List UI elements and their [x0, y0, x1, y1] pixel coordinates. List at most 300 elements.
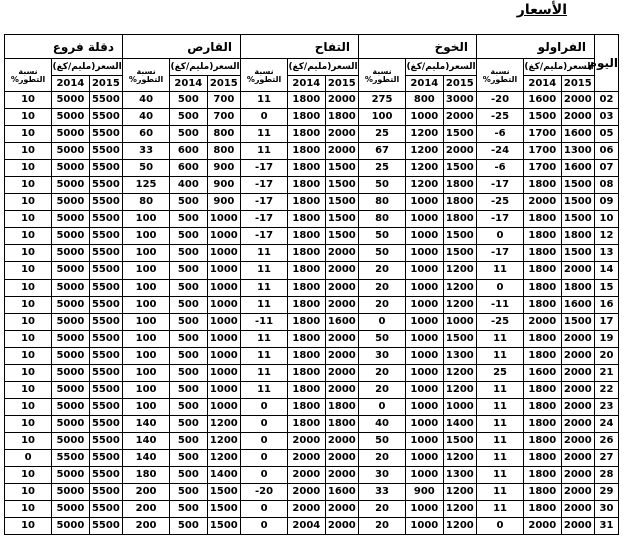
day-cell: 28	[595, 467, 619, 484]
percent-cell: 140	[123, 432, 170, 449]
price-2015-cell: 5500	[89, 501, 122, 518]
price-2015-cell: 1400	[207, 467, 240, 484]
price-header: السعر(مليم/كغ)	[406, 59, 477, 76]
price-2014-cell: 1700	[524, 126, 562, 143]
price-2014-cell: 1800	[524, 347, 562, 364]
percent-cell: 100	[123, 347, 170, 364]
percent-cell: 20	[359, 279, 406, 296]
price-2015-cell: 1000	[207, 364, 240, 381]
price-2015-cell: 2000	[325, 467, 358, 484]
table-header	[5, 35, 619, 92]
price-2015-cell: 5500	[89, 109, 122, 126]
percent-cell: 10	[5, 467, 52, 484]
day-cell: 16	[595, 296, 619, 313]
price-2014-cell: 1800	[288, 364, 326, 381]
price-2014-cell: 900	[406, 484, 444, 501]
price-2015-cell: 1200	[443, 449, 476, 466]
table-row	[5, 313, 619, 330]
price-2015-cell: 1500	[443, 228, 476, 245]
percent-cell: 17-	[477, 211, 524, 228]
price-2014-cell: 600	[170, 143, 208, 160]
price-2014-cell: 500	[170, 245, 208, 262]
product-header: الخوخ	[359, 35, 477, 59]
percent-cell: 11	[477, 484, 524, 501]
price-2015-cell: 2000	[561, 415, 594, 432]
percent-cell: 10	[5, 262, 52, 279]
percent-cell: 10	[5, 313, 52, 330]
price-2014-cell: 1000	[406, 262, 444, 279]
price-2014-cell: 1000	[406, 501, 444, 518]
percent-cell: 25-	[477, 109, 524, 126]
price-2014-cell: 1800	[524, 432, 562, 449]
price-2015-cell: 1500	[443, 330, 476, 347]
price-2015-cell: 1200	[443, 484, 476, 501]
price-2014-cell: 500	[170, 313, 208, 330]
price-2015-cell: 1600	[561, 160, 594, 177]
price-2014-cell: 5000	[52, 415, 90, 432]
percent-cell: 25-	[477, 194, 524, 211]
price-2015-cell: 5500	[89, 330, 122, 347]
percent-cell: 17-	[241, 194, 288, 211]
price-2014-cell: 1000	[406, 381, 444, 398]
percent-cell: 200	[123, 518, 170, 535]
price-2015-cell: 2000	[325, 364, 358, 381]
percent-cell: 10	[5, 228, 52, 245]
table-body	[5, 92, 619, 535]
price-2015-cell: 1000	[207, 347, 240, 364]
price-2015-cell: 5500	[89, 296, 122, 313]
table-row	[5, 245, 619, 262]
price-2014-cell: 1800	[524, 415, 562, 432]
percent-cell: 30	[359, 467, 406, 484]
price-2015-cell: 2000	[325, 432, 358, 449]
price-2014-cell: 1800	[524, 228, 562, 245]
price-2015-cell: 1200	[443, 296, 476, 313]
price-2015-cell: 1200	[207, 415, 240, 432]
price-2014-cell: 1000	[406, 109, 444, 126]
price-2015-cell: 5500	[89, 126, 122, 143]
year-2014-header: 2014	[52, 76, 90, 92]
day-cell: 03	[595, 109, 619, 126]
price-2014-cell: 5000	[52, 398, 90, 415]
year-2014-header: 2014	[406, 76, 444, 92]
price-2015-cell: 1800	[443, 194, 476, 211]
percent-cell: 6-	[477, 160, 524, 177]
percent-cell: 17-	[477, 245, 524, 262]
price-2015-cell: 1800	[443, 211, 476, 228]
percent-cell: 40	[123, 92, 170, 109]
percent-cell: 40	[123, 109, 170, 126]
price-2014-cell: 1800	[524, 484, 562, 501]
price-2014-cell: 1800	[288, 398, 326, 415]
table-row	[5, 449, 619, 466]
percent-cell: 0	[359, 313, 406, 330]
percent-cell: 11-	[477, 296, 524, 313]
price-2015-cell: 1200	[443, 501, 476, 518]
price-2014-cell: 1800	[524, 449, 562, 466]
percent-cell: 11	[477, 467, 524, 484]
percent-cell: 100	[123, 381, 170, 398]
percent-header-line1: نسبة	[5, 59, 52, 76]
price-2014-cell: 1800	[288, 143, 326, 160]
percent-cell: 11	[241, 143, 288, 160]
price-2015-cell: 2000	[325, 126, 358, 143]
price-2014-cell: 5000	[52, 364, 90, 381]
percent-cell: 17-	[241, 228, 288, 245]
percent-cell: 0	[477, 518, 524, 535]
price-2014-cell: 1800	[288, 194, 326, 211]
price-2015-cell: 1400	[443, 415, 476, 432]
percent-cell: 10	[5, 211, 52, 228]
percent-cell: 80	[359, 194, 406, 211]
table-row	[5, 347, 619, 364]
percent-header-line2: التطور%	[241, 76, 288, 92]
price-2014-cell: 500	[170, 449, 208, 466]
percent-cell: 10	[5, 518, 52, 535]
price-2014-cell: 1000	[406, 398, 444, 415]
table-row	[5, 160, 619, 177]
percent-header-line2: التطور%	[5, 76, 52, 92]
table-row	[5, 211, 619, 228]
price-2015-cell: 5500	[89, 279, 122, 296]
percent-cell: 10	[5, 126, 52, 143]
price-2015-cell: 5500	[89, 398, 122, 415]
price-2015-cell: 3000	[443, 92, 476, 109]
price-2015-cell: 5500	[89, 194, 122, 211]
percent-cell: 17-	[241, 160, 288, 177]
price-2015-cell: 5500	[89, 518, 122, 535]
price-2015-cell: 1200	[443, 364, 476, 381]
price-header: السعر(مليم/كغ)	[288, 59, 359, 76]
percent-cell: 10	[5, 92, 52, 109]
price-2015-cell: 2000	[561, 109, 594, 126]
percent-cell: 10	[5, 143, 52, 160]
percent-cell: 50	[123, 160, 170, 177]
year-2014-header: 2014	[524, 76, 562, 92]
percent-cell: 40	[359, 415, 406, 432]
price-2014-cell: 500	[170, 330, 208, 347]
percent-cell: 80	[123, 194, 170, 211]
percent-cell: 100	[123, 364, 170, 381]
percent-cell: 10	[5, 484, 52, 501]
price-2015-cell: 1500	[561, 313, 594, 330]
percent-cell: 11	[477, 262, 524, 279]
price-2015-cell: 900	[207, 194, 240, 211]
price-2014-cell: 1800	[288, 415, 326, 432]
price-2015-cell: 1500	[443, 126, 476, 143]
product-header: القارص	[123, 35, 241, 59]
price-2015-cell: 1500	[325, 228, 358, 245]
percent-cell: 17-	[477, 177, 524, 194]
percent-cell: 140	[123, 415, 170, 432]
price-2015-cell: 1500	[207, 501, 240, 518]
percent-cell: 11	[241, 347, 288, 364]
percent-cell: 0	[5, 449, 52, 466]
percent-cell: 0	[241, 518, 288, 535]
price-2014-cell: 2000	[288, 467, 326, 484]
price-2014-cell: 5500	[52, 449, 90, 466]
price-2015-cell: 1500	[561, 211, 594, 228]
price-2015-cell: 1500	[443, 432, 476, 449]
price-2014-cell: 5000	[52, 143, 90, 160]
price-2015-cell: 1000	[207, 296, 240, 313]
percent-cell: 125	[123, 177, 170, 194]
price-2014-cell: 5000	[52, 518, 90, 535]
price-2015-cell: 2000	[561, 501, 594, 518]
day-cell: 23	[595, 398, 619, 415]
price-2015-cell: 5500	[89, 177, 122, 194]
price-2014-cell: 500	[170, 364, 208, 381]
percent-cell: 25	[359, 160, 406, 177]
price-2014-cell: 1800	[524, 501, 562, 518]
price-2014-cell: 500	[170, 228, 208, 245]
price-2015-cell: 2000	[325, 518, 358, 535]
percent-cell: 10	[5, 296, 52, 313]
price-2014-cell: 1700	[524, 143, 562, 160]
day-cell: 12	[595, 228, 619, 245]
product-header: التفاح	[241, 35, 359, 59]
price-2015-cell: 1800	[561, 279, 594, 296]
price-2015-cell: 2000	[325, 92, 358, 109]
price-2015-cell: 2000	[325, 262, 358, 279]
price-2015-cell: 2000	[561, 381, 594, 398]
price-2014-cell: 1000	[406, 313, 444, 330]
percent-cell: 200	[123, 501, 170, 518]
percent-cell: 100	[123, 211, 170, 228]
percent-cell: 10	[5, 398, 52, 415]
price-2014-cell: 1200	[406, 160, 444, 177]
price-2015-cell: 2000	[325, 501, 358, 518]
day-cell: 27	[595, 449, 619, 466]
price-2014-cell: 500	[170, 109, 208, 126]
table-row	[5, 296, 619, 313]
price-2015-cell: 1800	[561, 228, 594, 245]
price-2015-cell: 5500	[89, 245, 122, 262]
price-2014-cell: 5000	[52, 211, 90, 228]
price-2014-cell: 400	[170, 177, 208, 194]
price-2014-cell: 500	[170, 415, 208, 432]
price-2015-cell: 1600	[325, 484, 358, 501]
price-2014-cell: 5000	[52, 381, 90, 398]
price-2015-cell: 1000	[207, 279, 240, 296]
price-2014-cell: 1800	[288, 347, 326, 364]
table-row	[5, 177, 619, 194]
percent-cell: 25	[359, 126, 406, 143]
percent-header-line1: نسبة	[477, 59, 524, 76]
price-2014-cell: 1800	[524, 398, 562, 415]
price-2014-cell: 2004	[288, 518, 326, 535]
percent-cell: 60	[123, 126, 170, 143]
percent-cell: 10	[5, 432, 52, 449]
price-2015-cell: 1500	[443, 160, 476, 177]
percent-cell: 11	[477, 398, 524, 415]
table-row	[5, 109, 619, 126]
percent-cell: 10	[5, 415, 52, 432]
percent-cell: 11	[241, 262, 288, 279]
price-2015-cell: 2000	[561, 449, 594, 466]
price-2014-cell: 500	[170, 211, 208, 228]
price-2014-cell: 1800	[524, 296, 562, 313]
price-2014-cell: 1000	[406, 518, 444, 535]
percent-cell: 50	[359, 177, 406, 194]
price-2015-cell: 1000	[207, 228, 240, 245]
price-2014-cell: 5000	[52, 194, 90, 211]
year-2014-header: 2014	[170, 76, 208, 92]
percent-cell: 20	[359, 262, 406, 279]
price-2014-cell: 1800	[524, 279, 562, 296]
price-2014-cell: 5000	[52, 262, 90, 279]
price-2015-cell: 1500	[325, 160, 358, 177]
price-2014-cell: 500	[170, 126, 208, 143]
percent-cell: 24-	[477, 143, 524, 160]
day-cell: 20	[595, 347, 619, 364]
price-2014-cell: 5000	[52, 467, 90, 484]
percent-header-line2: التطور%	[123, 76, 170, 92]
price-2014-cell: 1000	[406, 228, 444, 245]
price-2014-cell: 1000	[406, 279, 444, 296]
price-2014-cell: 1000	[406, 194, 444, 211]
day-cell: 30	[595, 501, 619, 518]
percent-cell: 11	[477, 347, 524, 364]
percent-cell: 0	[241, 501, 288, 518]
price-2015-cell: 5500	[89, 211, 122, 228]
price-2014-cell: 1200	[406, 143, 444, 160]
price-2015-cell: 900	[207, 160, 240, 177]
price-2014-cell: 1800	[288, 228, 326, 245]
percent-cell: 6-	[477, 126, 524, 143]
price-2015-cell: 2000	[325, 143, 358, 160]
percent-cell: 11	[241, 245, 288, 262]
price-2015-cell: 2000	[561, 262, 594, 279]
day-cell: 02	[595, 92, 619, 109]
percent-cell: 80	[359, 211, 406, 228]
price-2014-cell: 1800	[288, 381, 326, 398]
table-row	[5, 194, 619, 211]
price-2015-cell: 800	[207, 143, 240, 160]
price-2014-cell: 1000	[406, 449, 444, 466]
price-2015-cell: 5500	[89, 313, 122, 330]
price-2015-cell: 1500	[443, 245, 476, 262]
percent-cell: 0	[359, 398, 406, 415]
price-header: السعر(مليم/كغ)	[170, 59, 241, 76]
day-cell: 21	[595, 364, 619, 381]
percent-cell: 50	[359, 245, 406, 262]
price-2015-cell: 1200	[443, 279, 476, 296]
price-2014-cell: 500	[170, 467, 208, 484]
percent-cell: 11	[477, 432, 524, 449]
price-2014-cell: 2000	[524, 313, 562, 330]
price-2015-cell: 1000	[207, 313, 240, 330]
percent-cell: 11	[241, 330, 288, 347]
price-header: السعر(مليم/كغ)	[52, 59, 123, 76]
price-2015-cell: 1500	[207, 518, 240, 535]
price-2014-cell: 1200	[406, 126, 444, 143]
percent-cell: 10	[5, 364, 52, 381]
percent-header-line1: نسبة	[241, 59, 288, 76]
price-2015-cell: 5500	[89, 449, 122, 466]
price-2015-cell: 2000	[443, 143, 476, 160]
table-row	[5, 143, 619, 160]
percent-cell: 0	[241, 398, 288, 415]
price-2014-cell: 1800	[288, 126, 326, 143]
percent-header-line1: نسبة	[359, 59, 406, 76]
price-2015-cell: 2000	[561, 398, 594, 415]
percent-cell: 50	[359, 432, 406, 449]
price-2014-cell: 5000	[52, 177, 90, 194]
price-2014-cell: 500	[170, 432, 208, 449]
table-row	[5, 415, 619, 432]
price-2014-cell: 5000	[52, 347, 90, 364]
price-2015-cell: 5500	[89, 262, 122, 279]
price-2015-cell: 2000	[325, 330, 358, 347]
percent-cell: 33	[123, 143, 170, 160]
day-cell: 08	[595, 177, 619, 194]
price-2014-cell: 5000	[52, 432, 90, 449]
percent-cell: 11	[477, 415, 524, 432]
price-2015-cell: 1800	[443, 177, 476, 194]
price-2014-cell: 1000	[406, 347, 444, 364]
percent-header-line1: نسبة	[123, 59, 170, 76]
day-header: اليوم	[595, 35, 619, 92]
day-cell: 07	[595, 160, 619, 177]
percent-cell: 20	[359, 296, 406, 313]
percent-cell: 11	[477, 449, 524, 466]
percent-cell: 67	[359, 143, 406, 160]
percent-cell: 275	[359, 92, 406, 109]
price-2014-cell: 1800	[524, 262, 562, 279]
price-2014-cell: 500	[170, 347, 208, 364]
price-2015-cell: 1200	[443, 262, 476, 279]
price-2015-cell: 2000	[325, 381, 358, 398]
price-2014-cell: 500	[170, 484, 208, 501]
table-row	[5, 467, 619, 484]
price-2015-cell: 2000	[325, 449, 358, 466]
percent-cell: 200	[123, 484, 170, 501]
price-2015-cell: 5500	[89, 143, 122, 160]
price-2015-cell: 2000	[561, 330, 594, 347]
price-2014-cell: 800	[406, 92, 444, 109]
price-2014-cell: 1800	[288, 296, 326, 313]
price-2014-cell: 5000	[52, 313, 90, 330]
percent-cell: 10	[5, 347, 52, 364]
table-row	[5, 501, 619, 518]
price-2014-cell: 1800	[288, 313, 326, 330]
price-2015-cell: 700	[207, 109, 240, 126]
price-2014-cell: 1800	[524, 330, 562, 347]
price-2014-cell: 1000	[406, 415, 444, 432]
price-2015-cell: 5500	[89, 381, 122, 398]
percent-cell: 11	[241, 296, 288, 313]
price-2015-cell: 1000	[443, 313, 476, 330]
price-2014-cell: 5000	[52, 92, 90, 109]
percent-cell: 10	[5, 177, 52, 194]
price-2014-cell: 1600	[524, 364, 562, 381]
price-2015-cell: 2000	[561, 347, 594, 364]
product-header: دقلة فروع	[5, 35, 123, 59]
percent-cell: 0	[241, 467, 288, 484]
table-row	[5, 262, 619, 279]
price-2014-cell: 1000	[406, 467, 444, 484]
year-2015-header: 2015	[443, 76, 476, 92]
percent-cell: 17-	[241, 211, 288, 228]
price-2015-cell: 1800	[325, 109, 358, 126]
price-2015-cell: 5500	[89, 228, 122, 245]
price-2014-cell: 5000	[52, 109, 90, 126]
table-row	[5, 381, 619, 398]
percent-cell: 17-	[241, 177, 288, 194]
day-cell: 26	[595, 432, 619, 449]
percent-cell: 100	[359, 109, 406, 126]
